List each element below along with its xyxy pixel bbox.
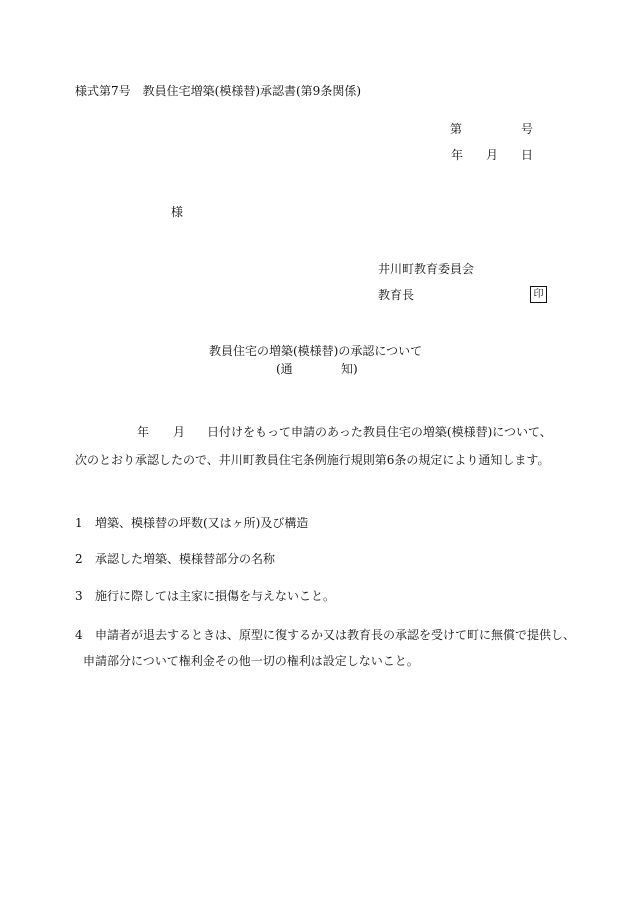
form-title: 様式第7号 教員住宅増築(模様替)承認書(第9条関係): [75, 84, 361, 98]
seal-mark: 印: [530, 286, 547, 303]
recipient-honorific: 様: [171, 205, 184, 219]
issuer-organization: 井川町教育委員会: [378, 262, 475, 276]
issuer-title: 教育長: [378, 288, 415, 302]
subject-title: 教員住宅の増築(模様替)の承認について: [209, 344, 423, 358]
